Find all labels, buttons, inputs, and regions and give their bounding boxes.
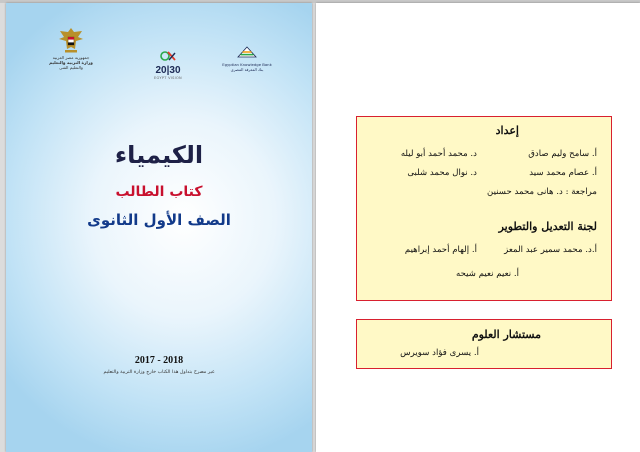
committee-heading: لجنة التعديل والتطوير (498, 220, 597, 233)
vision-number: 20|30 (155, 65, 181, 76)
credits-page (316, 3, 640, 452)
cover-page (6, 3, 312, 452)
vision-2030-icon (148, 47, 188, 66)
vision-2030-logo (148, 47, 188, 80)
book-title: الكيمياء (114, 141, 204, 169)
ministry-line1: جمهورية مصر العربية (52, 55, 90, 60)
ministry-line2: وزارة التربية والتعليم (49, 60, 93, 65)
reviewer: مراجعة : د. هانى محمد حسنين (487, 187, 597, 197)
advisor-heading: مستشار العلوم (471, 328, 541, 341)
advisor-name: أ. يسرى فؤاد سويرس (400, 348, 479, 358)
ministry-logo (46, 25, 96, 70)
ekb-line2: بنك المعرفة المصرى (230, 67, 264, 72)
egypt-eagle-icon (56, 25, 86, 55)
author-3: أ. عصام محمد سيد (529, 168, 597, 178)
knowledge-bank-logo (222, 43, 272, 72)
preparation-heading: إعداد (495, 124, 519, 137)
ekb-line1: Egyptian Knowledge Bank (222, 62, 272, 67)
grade-level: الصف الأول الثانوى (87, 211, 231, 229)
author-4: د. نوال محمد شلبى (407, 168, 477, 178)
advisor-box (356, 319, 612, 369)
book-subtitle: كتاب الطالب (115, 184, 203, 200)
distribution-note: غير مصرح بتداول هذا الكتاب خارج وزارة التربية والتعليم (103, 370, 215, 375)
vision-sub: EGYPT VISION (154, 76, 182, 80)
pyramid-icon (222, 43, 272, 62)
committee-member-2: أ. إلهام أحمد إبراهيم (404, 245, 477, 255)
committee-member-1: أ.د. محمد سمير عبد المعز (504, 245, 597, 255)
academic-year: 2017 - 2018 (134, 355, 184, 366)
author-2: د. محمد أحمد أبو ليله (400, 149, 477, 159)
author-1: أ. سامح وليم صادق (528, 149, 597, 159)
credits-box (356, 116, 612, 301)
committee-member-3: أ. نعيم نعيم شيحه (456, 269, 519, 279)
ministry-line3: والتعليم الفنى (59, 65, 83, 70)
